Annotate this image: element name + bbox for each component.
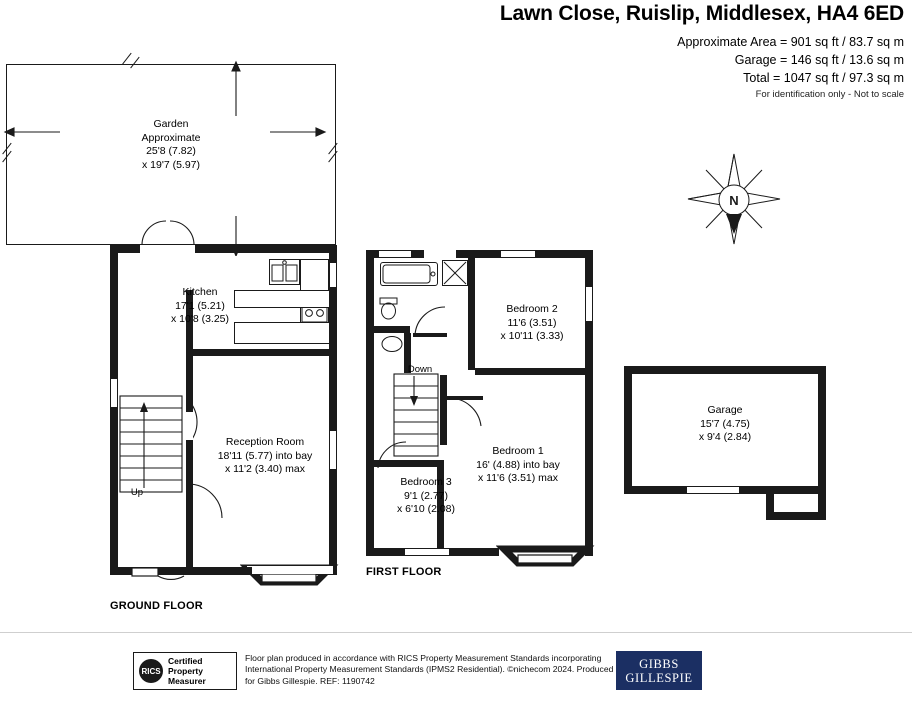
ground-floor-label: GROUND FLOOR: [110, 600, 203, 612]
garage-name: Garage: [707, 404, 743, 416]
reception-dim1: 18'11 (5.77) into bay: [217, 449, 313, 462]
gf-patio-opening-mask: [140, 245, 195, 253]
disclaimer-text: For identification only - Not to scale: [755, 89, 904, 100]
garage-opening: [686, 486, 740, 494]
gf-window-left: [110, 378, 118, 408]
rics-line1: Certified: [168, 656, 203, 666]
first-floor-label: FIRST FLOOR: [366, 566, 442, 578]
ff-wall-left: [366, 250, 374, 556]
garage-dim1: 15'7 (4.75): [700, 417, 750, 430]
garage-wall-right: [818, 366, 826, 494]
ff-wall-bed2-bottom: [475, 368, 593, 375]
ff-wall-bottom-left: [366, 548, 404, 556]
bedroom2-dim1: 11'6 (3.51): [507, 316, 557, 329]
reception-label: [195, 436, 335, 477]
garage-wall-top: [624, 366, 826, 374]
ff-door-bedroom1: [447, 394, 489, 428]
gf-bay-left-wall: [240, 567, 252, 575]
brand-line2: GILLESPIE: [625, 670, 693, 685]
gf-wall-top-kitchen-right: [195, 245, 337, 253]
kitchen-sink-detail: [269, 259, 300, 285]
garage-label: [665, 404, 785, 445]
ff-stair-down-label: Down: [407, 364, 433, 375]
garage-door-jamb-right: [818, 486, 826, 520]
kitchen-dim2: x 10'8 (3.25): [170, 313, 230, 325]
garage-wall-bottom-left: [624, 486, 686, 494]
gf-internal-wall-horizontal: [186, 349, 337, 356]
kitchen-name: Kitchen: [182, 286, 218, 298]
bedroom2-label: [472, 303, 592, 344]
area-summary: [677, 33, 904, 87]
rics-badge-text: [168, 656, 206, 686]
brand-line1: GIBBS: [639, 656, 679, 671]
garden-label: [106, 118, 236, 172]
bedroom3-dim1: 9'1 (2.77): [403, 489, 449, 502]
bedroom1-dim1: 16' (4.88) into bay: [476, 458, 560, 471]
bedroom2-dim2: x 10'11 (3.33): [500, 330, 564, 342]
ff-window-top-right: [500, 250, 536, 258]
reception-name: Reception Room: [225, 436, 305, 448]
area-line-approx: Approximate Area = 901 sq ft / 83.7 sq m: [677, 35, 904, 49]
ff-window-top-left: [378, 250, 412, 258]
reception-dim2: x 11'2 (3.40) max: [224, 463, 305, 475]
bedroom3-label: [376, 476, 476, 517]
ff-door-bedroom3: [374, 440, 414, 472]
footer-legal-text: Floor plan produced in accordance with RICS Property Measurement Standards incorporating International Property Measurement Standards (IPMS2 Residential). ©nichecom 2024. Produced for Gibbs Gillespie. REF: 1190742: [245, 653, 614, 686]
rics-logo-icon: RICS: [139, 659, 163, 683]
ff-wall-bottom-right: [449, 548, 499, 556]
bedroom1-name: Bedroom 1: [492, 445, 544, 457]
gibbs-gillespie-logo: [616, 651, 702, 690]
garden-qualifier: Approximate: [141, 131, 201, 144]
bathroom-basin: [380, 334, 404, 354]
page-title: Lawn Close, Ruislip, Middlesex, HA4 6ED: [499, 2, 904, 25]
gf-window-right-kitchen: [329, 262, 337, 288]
bedroom3-name: Bedroom 3: [400, 476, 452, 488]
rics-line3: Measurer: [168, 676, 206, 686]
area-line-total: Total = 1047 sq ft / 97.3 sq m: [743, 71, 904, 85]
kitchen-dim1: 17'1 (5.21): [175, 299, 225, 312]
ff-bathroom-wall-horizontal: [366, 326, 410, 333]
footer-divider: [0, 632, 912, 633]
garden-dim2: x 19'7 (5.97): [141, 158, 201, 171]
gf-wall-right: [329, 245, 337, 575]
garage-wall-bottom-right: [740, 486, 826, 494]
gf-stair-up-label: Up: [130, 487, 144, 498]
ff-window-bottom-left: [404, 548, 450, 556]
bedroom1-dim2: x 11'6 (3.51) max: [477, 472, 558, 484]
gf-door-reception-rear: [186, 480, 230, 520]
bathroom-bath-detail: [380, 262, 438, 286]
bathroom-shower-detail: [442, 260, 468, 286]
kitchen-label: [140, 286, 260, 327]
garden-dim1: 25'8 (7.82): [146, 145, 196, 157]
garden-name: Garden: [153, 118, 189, 130]
gf-front-entrance: [112, 560, 202, 590]
compass-north-letter: N: [729, 193, 739, 208]
gf-wall-left-upper: [110, 245, 118, 355]
garage-dim2: x 9'4 (2.84): [698, 431, 752, 443]
compass-rose: [686, 152, 782, 248]
ff-bay-window: [496, 541, 596, 569]
rics-line2: Property: [168, 666, 203, 676]
garage-door-jamb-bottom: [766, 512, 826, 520]
gf-bay-gap-mask: [247, 566, 333, 574]
gf-bay-window: [240, 560, 340, 588]
area-line-garage: Garage = 146 sq ft / 13.6 sq m: [734, 53, 904, 67]
garage-wall-left-bottom: [624, 412, 632, 494]
rics-certified-badge: [133, 652, 237, 690]
gf-staircase: [118, 394, 188, 499]
bedroom3-dim2: x 6'10 (2.08): [396, 503, 456, 515]
bathroom-wc: [378, 296, 400, 322]
ff-door-bathroom: [411, 305, 455, 339]
bedroom2-name: Bedroom 2: [506, 303, 558, 315]
